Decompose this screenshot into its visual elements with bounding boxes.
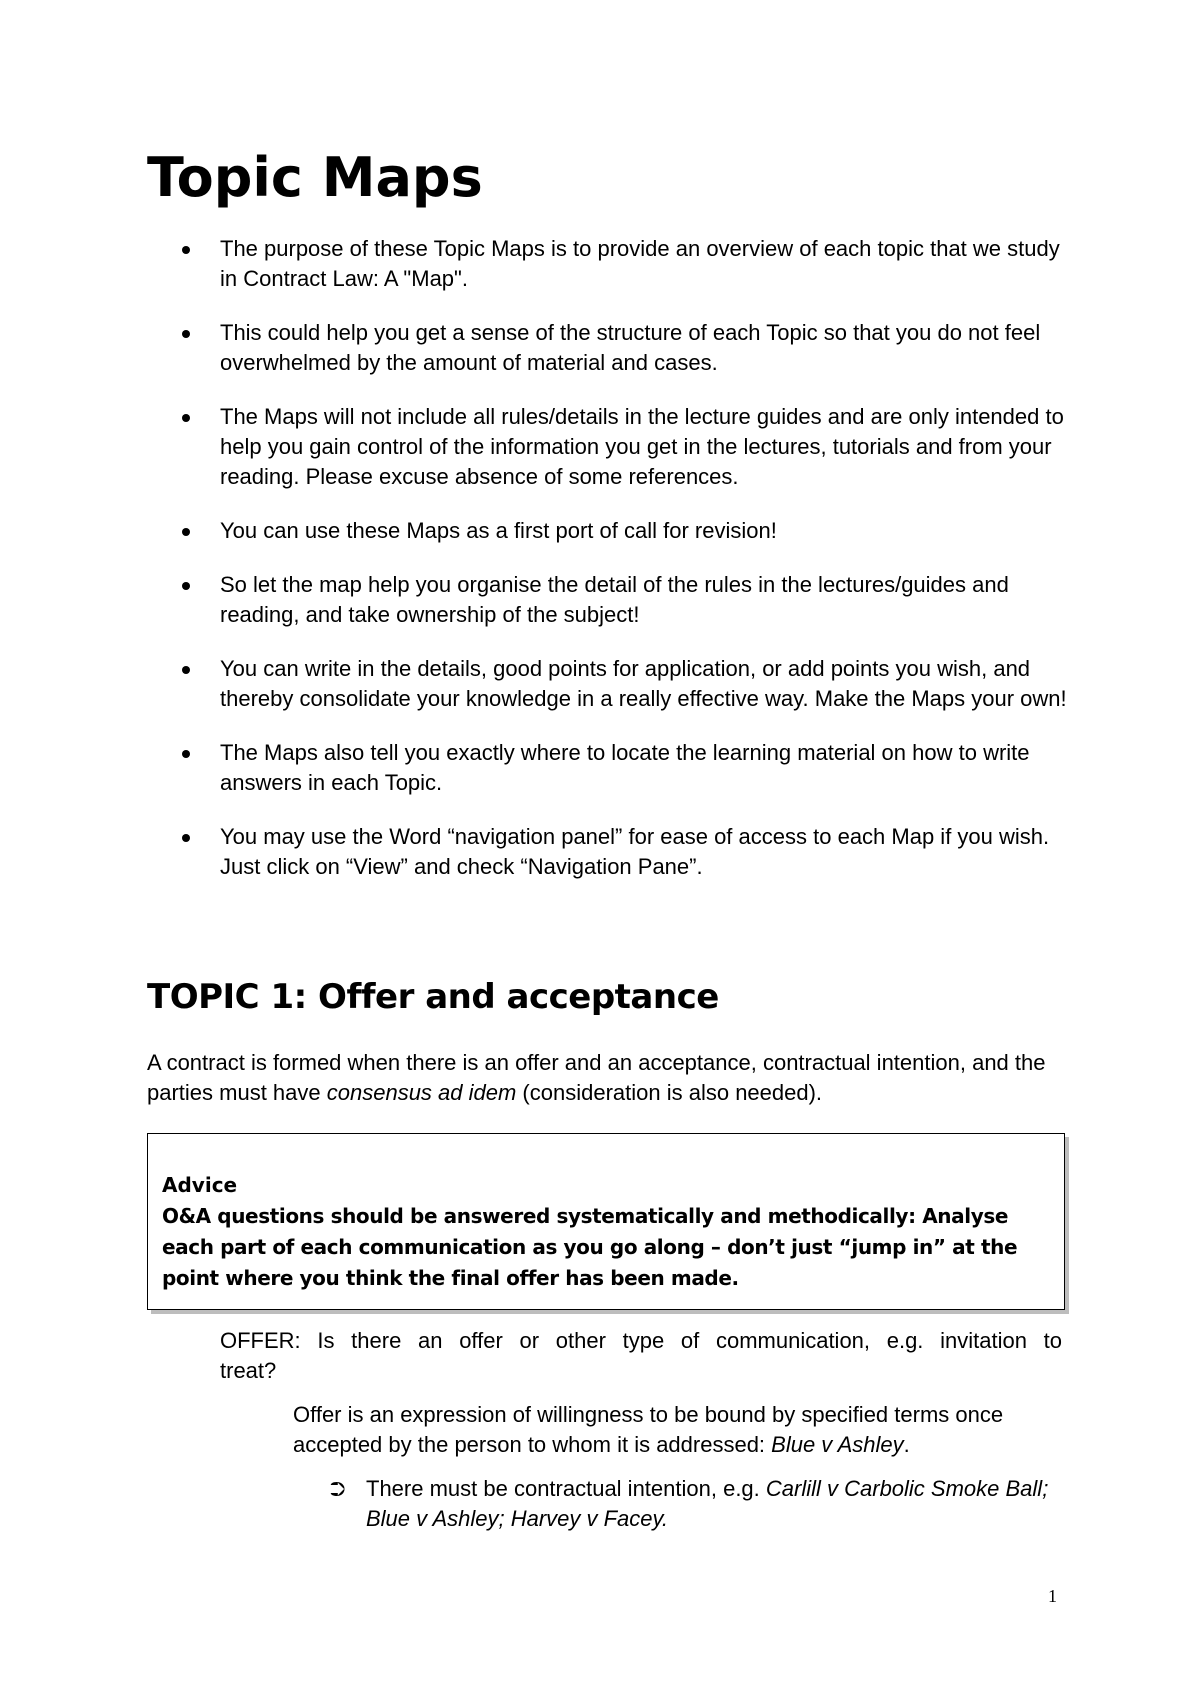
bullet-icon — [182, 330, 190, 338]
section-intro — [147, 1048, 1072, 1108]
bullet-icon — [182, 528, 190, 536]
bullet-icon — [182, 750, 190, 758]
page-title: Topic Maps — [147, 146, 483, 209]
list-item — [147, 570, 1067, 630]
bullet-text: So let the map help you organise the detail of the rules in the lectures/guides and reading, and take ownership of the subject! — [220, 572, 1009, 627]
list-item — [147, 318, 1067, 378]
bullet-text: This could help you get a sense of the structure of each Topic so that you do not feel overwhelmed by the amount of material and cases. — [220, 320, 1041, 375]
case-name: Blue v Ashley — [771, 1432, 904, 1457]
offer-definition — [293, 1400, 1063, 1460]
arrow-point — [330, 1474, 1066, 1534]
offer-definition-end: . — [903, 1432, 910, 1457]
intro-latin-term: consensus ad idem — [326, 1080, 517, 1105]
arrow-point-text: There must be contractual intention, e.g. — [366, 1476, 766, 1501]
advice-box — [147, 1133, 1065, 1310]
bullet-text: You can use these Maps as a first port of call for revision! — [220, 518, 777, 543]
intro-bullet-list — [147, 234, 1067, 906]
offer-definition-text: Offer is an expression of willingness to be bound by specified terms once accepted by the person to whom it is addressed: — [293, 1402, 1004, 1457]
bullet-icon — [182, 582, 190, 590]
list-item — [147, 738, 1067, 798]
bullet-text: You can write in the details, good points for application, or add points you wish, and thereby consolidate your knowledge in a really effective way. Make the Maps your own! — [220, 656, 1067, 711]
bullet-icon — [182, 414, 190, 422]
bullet-text: The Maps also tell you exactly where to locate the learning material on how to write answers in each Topic. — [220, 740, 1030, 795]
list-item — [147, 402, 1067, 492]
list-item — [147, 234, 1067, 294]
intro-text-end: (consideration is also needed). — [516, 1080, 823, 1105]
bullet-text: The Maps will not include all rules/details in the lecture guides and are only intended to help you gain control of the information you get in the lectures, tutorials and from your reading. Please excuse absence of some references. — [220, 404, 1064, 489]
bullet-icon — [182, 246, 190, 254]
intro-text: A contract is formed when there is an offer and an acceptance, contractual intention, and the parties must have — [147, 1050, 1046, 1105]
bullet-text: The purpose of these Topic Maps is to provide an overview of each topic that we study in Contract Law: A "Map". — [220, 236, 1060, 291]
bullet-icon — [182, 834, 190, 842]
section-heading: TOPIC 1: Offer and acceptance — [147, 977, 719, 1017]
arrow-right-icon: ⮊ — [330, 1477, 346, 1501]
advice-text: O&A questions should be answered systematically and methodically: Analyse each part of each communication as you go along – don’t just “jump in” at the point where you think the final offer has been made. — [162, 1204, 1018, 1290]
list-item — [147, 654, 1067, 714]
page-number: 1 — [1048, 1586, 1057, 1606]
advice-heading: Advice — [162, 1173, 238, 1197]
case-list: Carlill v Carbolic Smoke Ball; Blue v Ashley; Harvey v Facey. — [366, 1476, 1049, 1531]
bullet-icon — [182, 666, 190, 674]
offer-question: OFFER: Is there an offer or other type of communication, e.g. invitation to treat? — [220, 1328, 1062, 1383]
bullet-text: You may use the Word “navigation panel” for ease of access to each Map if you wish. Just click on “View” and check “Navigation Pane”. — [220, 824, 1050, 879]
list-item — [147, 516, 1067, 546]
list-item — [147, 822, 1067, 882]
